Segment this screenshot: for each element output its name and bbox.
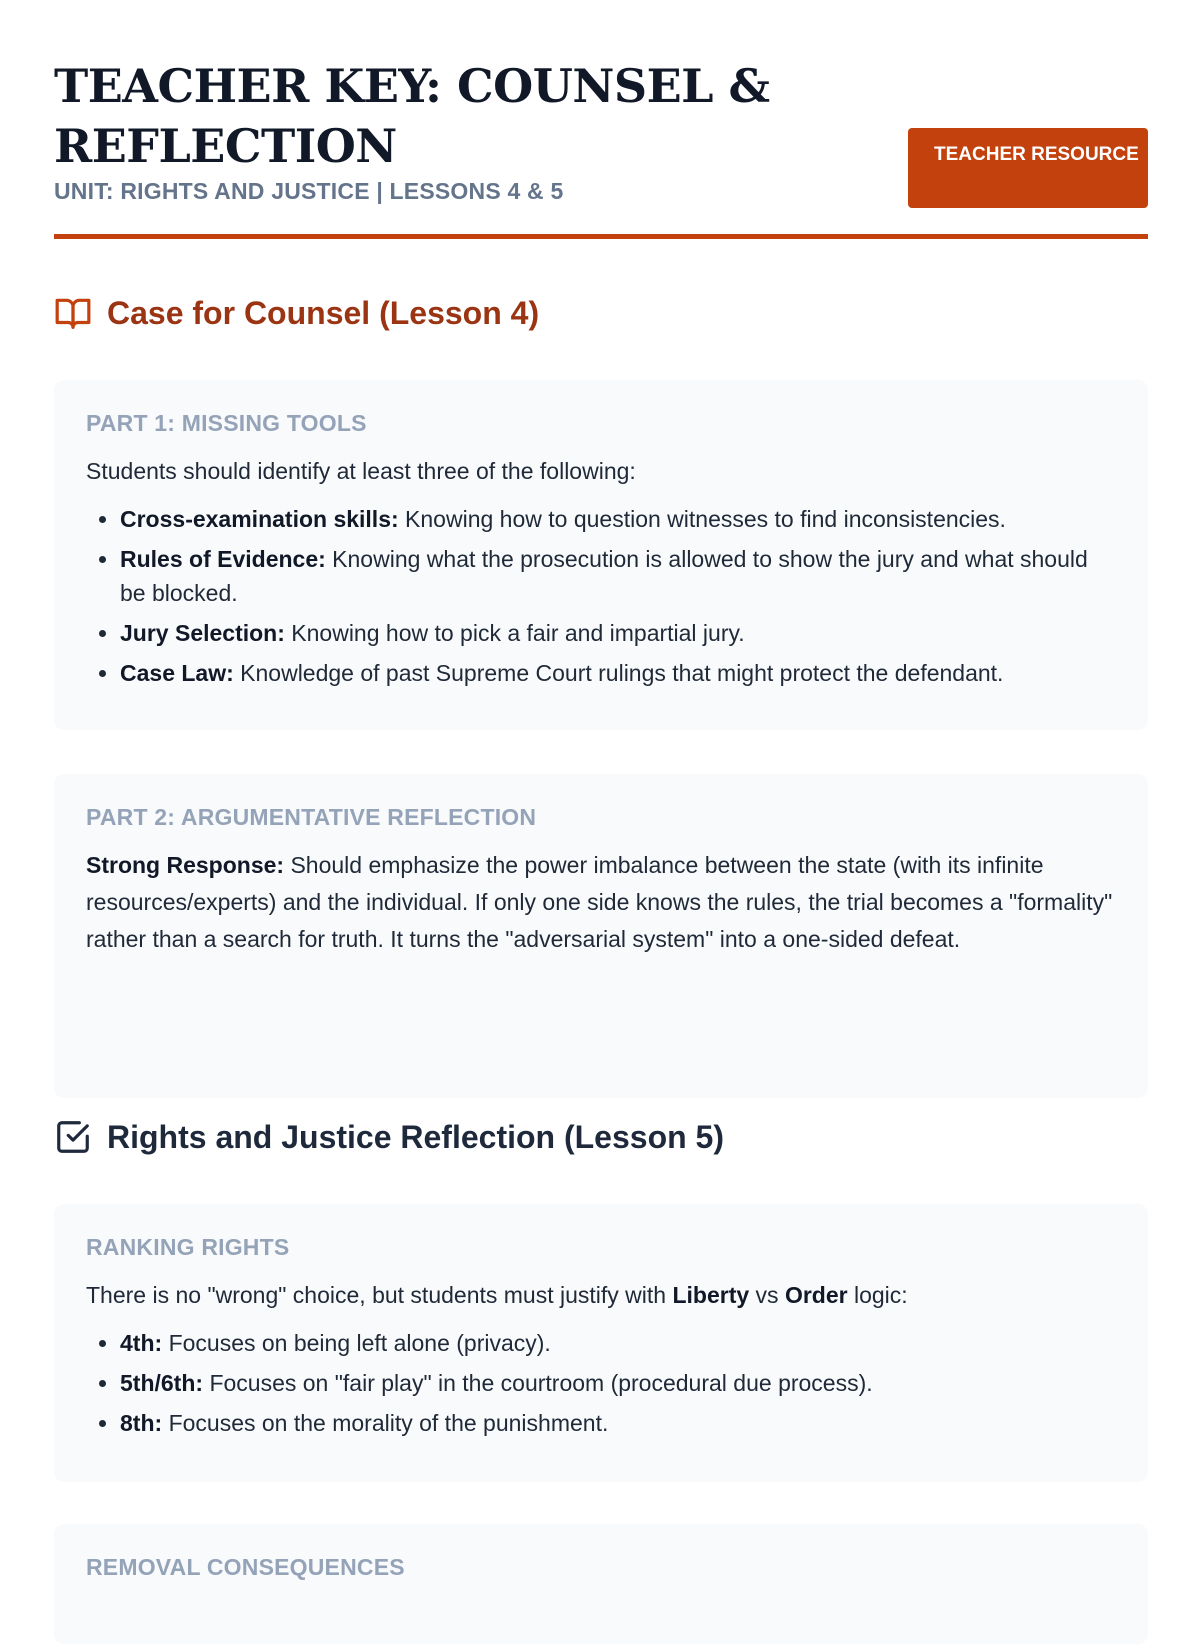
list-item-term: Rules of Evidence: (120, 546, 326, 572)
list-item (120, 616, 1116, 650)
section-heading-lesson-5 (54, 1118, 724, 1156)
checkbox-icon (54, 1118, 92, 1156)
intro-text: There is no "wrong" choice, but students must justify with (86, 1282, 673, 1308)
card-label: PART 1: MISSING TOOLS (86, 410, 367, 436)
list-item-term: Case Law: (120, 660, 234, 686)
page-title: TEACHER KEY: COUNSEL & REFLECTION (54, 59, 770, 173)
list-item-term: Jury Selection: (120, 620, 285, 646)
missing-tools-card (54, 380, 1148, 730)
list-item-text: Focuses on "fair play" in the courtroom (procedural due process). (209, 1370, 873, 1396)
liberty-term: Liberty (672, 1282, 750, 1308)
card-label: PART 2: ARGUMENTATIVE REFLECTION (86, 804, 537, 830)
list-item-text: Knowledge of past Supreme Court rulings that might protect the defendant. (240, 660, 1004, 686)
list-item-text: Knowing what the prosecution is allowed to show the jury and what should be blocked. (120, 546, 1088, 606)
ranking-rights-list (86, 1326, 1116, 1440)
list-item (120, 656, 1116, 690)
card-label: RANKING RIGHTS (86, 1234, 290, 1260)
order-term: Order (784, 1282, 848, 1308)
intro-end-text: logic: (847, 1282, 908, 1308)
list-item-term: 8th: (120, 1410, 163, 1436)
list-item (120, 1406, 1116, 1440)
argumentative-reflection-card (54, 774, 1148, 1098)
section-title: Case for Counsel (Lesson 4) (107, 294, 540, 331)
list-item-text: Knowing how to pick a fair and impartial jury. (291, 620, 745, 646)
list-item-text: Focuses on being left alone (privacy). (168, 1330, 551, 1356)
response-text: Should emphasize the power imbalance between the state (with its infinite resources/experts) and the individual. If only one side knows the rules, the trial becomes a "formality" rather than a search for truth. It turns the "adversarial system" into a one-sided defeat. (86, 852, 1113, 952)
list-item-text: Knowing how to question witnesses to find inconsistencies. (405, 506, 1006, 532)
section-title: Rights and Justice Reflection (Lesson 5) (107, 1118, 724, 1155)
ranking-rights-card (54, 1204, 1148, 1482)
removal-consequences-card (54, 1524, 1148, 1644)
list-item (120, 1366, 1116, 1400)
section-heading-lesson-4 (54, 294, 539, 332)
vs-text: vs (749, 1282, 785, 1308)
list-item (120, 542, 1116, 610)
card-label: REMOVAL CONSEQUENCES (86, 1554, 405, 1580)
open-book-icon (54, 294, 92, 332)
card-intro (86, 1277, 1116, 1314)
missing-tools-list (86, 502, 1116, 690)
card-body (86, 847, 1116, 958)
response-term: Strong Response: (86, 852, 285, 878)
list-item (120, 502, 1116, 536)
list-item-term: 5th/6th: (120, 1370, 204, 1396)
list-item (120, 1326, 1116, 1360)
header-divider (54, 234, 1148, 239)
list-item-term: 4th: (120, 1330, 163, 1356)
list-item-text: Focuses on the morality of the punishment. (168, 1410, 609, 1436)
page-header (54, 56, 1148, 205)
teacher-resource-badge: TEACHER RESOURCE (908, 128, 1148, 208)
card-intro: Students should identify at least three of the following: (86, 458, 636, 484)
list-item-term: Cross-examination skills: (120, 506, 399, 532)
page-subtitle: UNIT: RIGHTS AND JUSTICE | LESSONS 4 & 5 (54, 178, 564, 204)
